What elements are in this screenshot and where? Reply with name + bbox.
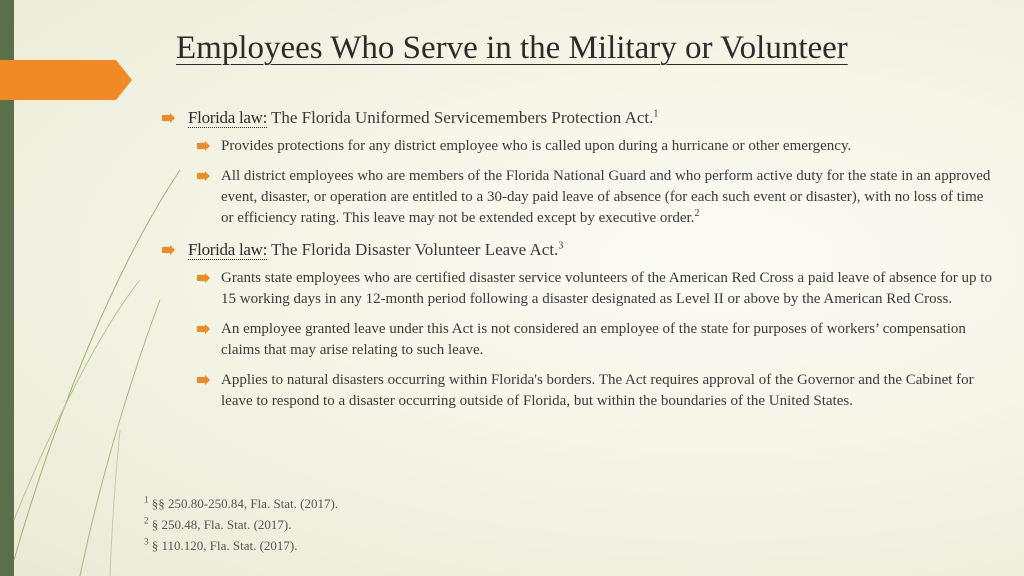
footnotes xyxy=(144,493,338,556)
footnote-number: 1 xyxy=(144,494,149,505)
law-name: The Florida Disaster Volunteer Leave Act. xyxy=(267,240,559,259)
arrow-bullet-icon xyxy=(197,324,210,334)
footnote-number: 3 xyxy=(144,536,149,547)
law-label: Florida law: xyxy=(188,108,268,127)
sub-bullet xyxy=(160,319,996,361)
page-title: Employees Who Serve in the Military or Volunteer xyxy=(176,30,848,66)
bullet-text: An employee granted leave under this Act is not considered an employee of the state for purposes of workers’ compensation claims that may arise relating to such leave. xyxy=(221,321,966,358)
law-label: Florida law: xyxy=(188,240,268,259)
footnote-ref: 1 xyxy=(653,108,659,120)
arrow-bullet-icon xyxy=(197,375,210,385)
sub-bullet xyxy=(160,268,996,310)
arrow-bullet-icon xyxy=(162,245,175,255)
sub-bullet xyxy=(160,136,996,157)
arrow-bullet-icon xyxy=(162,113,175,123)
footnote-number: 2 xyxy=(144,515,149,526)
content-body xyxy=(160,106,996,421)
arrow-bullet-icon xyxy=(197,141,210,151)
sub-bullet xyxy=(160,370,996,412)
footnote xyxy=(144,493,338,514)
footnote-ref: 3 xyxy=(558,240,564,252)
bullet-text: Grants state employees who are certified disaster service volunteers of the American Red Cross a paid leave of absence for up to 15 working days in any 12-month period following a disaster designated as Level II or above by the American Red Cross. xyxy=(221,270,992,307)
arrow-bullet-icon xyxy=(197,171,210,181)
footnote-ref: 2 xyxy=(694,208,700,219)
footnote-text: § 110.120, Fla. Stat. (2017). xyxy=(148,538,298,553)
sub-bullet xyxy=(160,166,996,229)
bullet-text: Provides protections for any district employee who is called upon during a hurricane or other emergency. xyxy=(221,138,852,154)
footnote xyxy=(144,514,338,535)
bullet-text: Applies to natural disasters occurring within Florida's borders. The Act requires approval of the Governor and the Cabinet for leave to respond to a disaster occurring outside of Florida, but within the boundaries of the United States. xyxy=(221,372,974,409)
law-name: The Florida Uniformed Servicemembers Protection Act. xyxy=(267,108,654,127)
arrow-bullet-icon xyxy=(197,273,210,283)
section-uniformed-servicemembers xyxy=(160,106,996,130)
orange-tab-arrow xyxy=(0,60,132,100)
footnote xyxy=(144,535,338,556)
section-disaster-volunteer-leave xyxy=(160,238,996,262)
footnote-text: §§ 250.80-250.84, Fla. Stat. (2017). xyxy=(148,496,339,511)
bullet-text: All district employees who are members of the Florida National Guard and who perform active duty for the state in an approved event, disaster, or operation are entitled to a 30-day paid leave of absence (for each such event or disaster), with no loss of time or efficiency rating. This leave may not be extended except by executive order. xyxy=(221,168,991,226)
footnote-text: § 250.48, Fla. Stat. (2017). xyxy=(148,517,292,532)
